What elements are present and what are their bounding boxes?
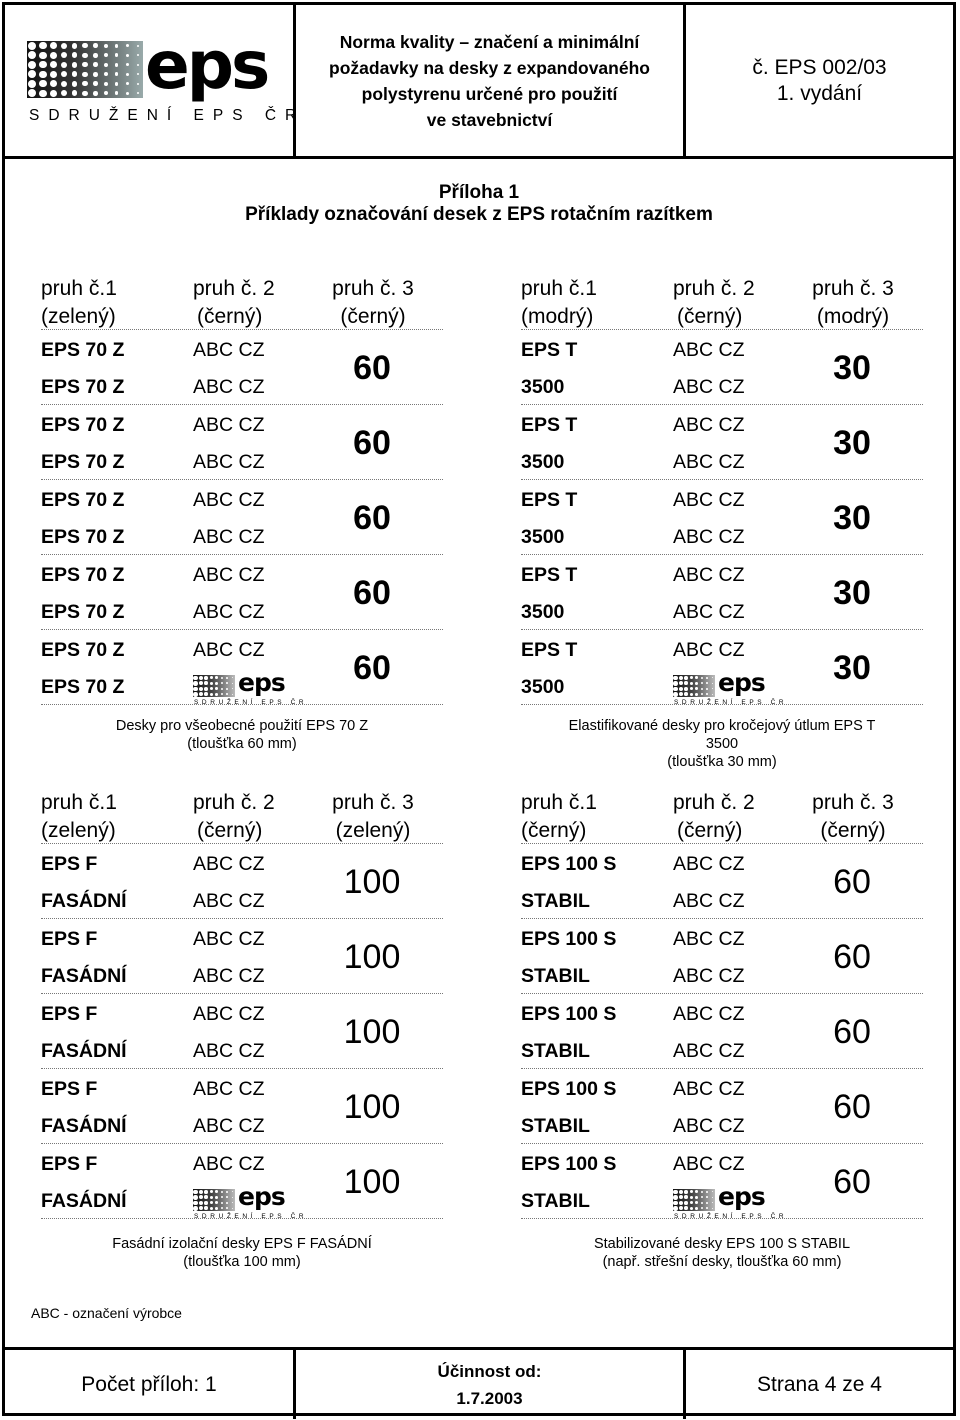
manufacturer-code: ABC CZ [193,1078,265,1100]
stripe1-text: EPS 100 S [521,853,617,875]
manufacturer-code: ABC CZ [193,526,265,548]
stripe1-text: EPS F [41,853,98,875]
manufacturer-code: ABC CZ [193,1040,265,1062]
stripe1-text: 3500 [521,526,565,548]
appendix-title: Příloha 1 [438,182,520,203]
manufacturer-code: ABC CZ [673,853,745,875]
divider [521,1218,923,1219]
divider [521,843,923,844]
caption-line: (tloušťka 100 mm) [183,1254,301,1270]
document-number-cell [686,5,953,156]
logo-subtitle: SDRUŽENÍ EPS ČR [29,107,306,124]
logo-subtitle: SDRUŽENÍ EPS ČR [674,699,788,706]
manufacturer-code: ABC CZ [193,339,265,361]
stripe1-text: EPS 70 Z [41,564,125,586]
divider [521,918,923,919]
title-line: Norma kvality – značení a minimální [339,31,640,52]
caption-line: Elastifikované desky pro kročejový útlum EPS T [568,718,876,734]
stripe-label: pruh č. 3 [812,277,894,300]
logo-dot-grid-icon [673,1189,715,1211]
stripe1-text: FASÁDNÍ [41,965,127,987]
stamp-block [41,789,443,1229]
stamp-block [521,275,923,715]
stripe-color: (černý) [197,819,263,842]
stripe-label: pruh č.1 [41,791,117,814]
document-header [5,5,953,159]
eps-small-logo [193,668,308,708]
divider [41,404,443,405]
stripe-label: pruh č.1 [41,277,117,300]
block-caption [521,717,923,771]
thickness-value: 60 [833,938,871,976]
stripe-label: pruh č. 2 [673,791,755,814]
logo-subtitle: SDRUŽENÍ EPS ČR [674,1213,788,1220]
stripe-label: pruh č.1 [521,277,597,300]
stripe-header [803,789,903,845]
stamp-block [521,789,923,1229]
thickness-value: 30 [833,424,871,462]
stripe1-text: EPS F [41,1078,98,1100]
stripe-color: (zelený) [41,819,116,842]
stripe-color: (černý) [820,819,886,842]
divider [41,918,443,919]
stripe-header [673,789,813,845]
stripe-color: (černý) [197,305,263,328]
manufacturer-code: ABC CZ [193,1115,265,1137]
thickness-value: 60 [353,349,391,387]
eps-small-logo [673,1182,788,1222]
manufacturer-code: ABC CZ [193,414,265,436]
stripe-color: (černý) [677,305,743,328]
stripe1-text: EPS F [41,1153,98,1175]
stripe1-text: EPS 70 Z [41,451,125,473]
effective-label: Účinnost od: [437,1361,542,1381]
stripe-header [193,789,333,845]
manufacturer-code: ABC CZ [193,890,265,912]
logo-word: eps [718,1182,765,1211]
divider [41,479,443,480]
thickness-value: 100 [343,1163,401,1201]
stripe1-text: FASÁDNÍ [41,890,127,912]
document-number: č. EPS 002/03 [752,55,887,79]
header-logo-cell [5,5,306,156]
page-number: Strana 4 ze 4 [757,1372,882,1396]
logo-word: eps [145,27,268,104]
stripe-header [521,275,661,331]
stripe1-text: EPS 70 Z [41,339,125,361]
divider [41,329,443,330]
stripe1-text: EPS 100 S [521,1153,617,1175]
manufacturer-code: ABC CZ [193,639,265,661]
document-footer [5,1347,953,1419]
manufacturer-code: ABC CZ [673,1115,745,1137]
manufacturer-code: ABC CZ [673,526,745,548]
stripe-header [41,789,181,845]
caption-line: 3500 [705,736,739,752]
divider [41,629,443,630]
stripe1-text: FASÁDNÍ [41,1190,127,1212]
eps-small-logo [673,668,788,708]
stripe-label: pruh č.1 [521,791,597,814]
effective-date: 1.7.2003 [456,1388,523,1408]
manufacturer-code: ABC CZ [673,928,745,950]
manufacturer-code: ABC CZ [193,1153,265,1175]
logo-word: eps [238,1182,285,1211]
stripe1-text: EPS T [521,414,578,436]
manufacturer-code: ABC CZ [673,890,745,912]
stripe1-text: EPS 70 Z [41,376,125,398]
caption-line: Stabilizované desky EPS 100 S STABIL [593,1236,851,1252]
divider [41,704,443,705]
logo-dot-grid-icon [673,675,715,697]
eps-association-logo [27,27,306,133]
effective-date-cell [296,1350,686,1419]
caption-line: (např. střešní desky, tloušťka 60 mm) [602,1254,842,1270]
eps-small-logo [193,1182,308,1222]
stripe1-text: STABIL [521,1040,590,1062]
stripe-color: (černý) [677,819,743,842]
thickness-value: 60 [353,424,391,462]
stripe1-text: EPS 70 Z [41,676,125,698]
stripe-label: pruh č. 3 [332,791,414,814]
manufacturer-code: ABC CZ [193,489,265,511]
thickness-value: 100 [343,1013,401,1051]
manufacturer-code: ABC CZ [673,639,745,661]
divider [41,843,443,844]
thickness-value: 60 [353,574,391,612]
manufacturer-code: ABC CZ [673,376,745,398]
divider [521,404,923,405]
stamp-block [41,275,443,715]
stripe-label: pruh č. 2 [193,791,275,814]
thickness-value: 30 [833,349,871,387]
stripe1-text: EPS 70 Z [41,526,125,548]
title-line: polystyrenu určené pro použití [361,83,618,104]
manufacturer-code: ABC CZ [673,414,745,436]
attachments-count: Počet příloh: 1 [5,1350,296,1419]
appendix-subtitle: Příklady označování desek z EPS rotačním razítkem [245,204,713,225]
logo-word: eps [718,668,765,697]
stripe1-text: STABIL [521,1190,590,1212]
manufacturer-code: ABC CZ [673,489,745,511]
manufacturer-code: ABC CZ [673,1003,745,1025]
stripe-label: pruh č. 2 [193,277,275,300]
document-frame [2,2,956,1416]
stripe1-text: 3500 [521,376,565,398]
caption-line: (tloušťka 60 mm) [187,736,297,752]
thickness-value: 60 [833,1163,871,1201]
stripe1-text: STABIL [521,965,590,987]
stripe-color: (modrý) [816,305,890,328]
manufacturer-code: ABC CZ [673,965,745,987]
document-title [296,5,686,156]
stripe1-text: EPS T [521,489,578,511]
thickness-value: 100 [343,863,401,901]
divider [41,993,443,994]
appendix-heading [5,182,953,226]
manufacturer-code: ABC CZ [673,1040,745,1062]
stripe1-text: STABIL [521,1115,590,1137]
divider [521,1143,923,1144]
manufacturer-code: ABC CZ [673,1153,745,1175]
caption-line: Fasádní izolační desky EPS F FASÁDNÍ [112,1236,372,1252]
logo-dot-grid-icon [27,41,143,98]
stripe1-text: EPS T [521,564,578,586]
thickness-value: 30 [833,574,871,612]
stripe1-text: FASÁDNÍ [41,1040,127,1062]
logo-dot-grid-icon [193,1189,235,1211]
divider [41,1143,443,1144]
document-edition: 1. vydání [776,81,863,105]
divider [521,993,923,994]
divider [521,479,923,480]
thickness-value: 60 [833,1013,871,1051]
divider [521,629,923,630]
stripe1-text: EPS F [41,928,98,950]
stripe1-text: EPS 70 Z [41,414,125,436]
stripe1-text: FASÁDNÍ [41,1115,127,1137]
manufacturer-code: ABC CZ [193,451,265,473]
title-line: požadavky na desky z expandovaného [329,57,650,78]
stripe-header [673,275,813,331]
thickness-value: 100 [343,1088,401,1126]
caption-line: (tloušťka 30 mm) [667,754,777,770]
manufacturer-note: ABC - označení výrobce [31,1305,182,1321]
stripe-header [41,275,181,331]
manufacturer-code: ABC CZ [193,601,265,623]
stripe-color: (zelený) [41,305,116,328]
thickness-value: 60 [353,499,391,537]
thickness-value: 30 [833,499,871,537]
stripe-color: (černý) [521,819,587,842]
caption-line: Desky pro všeobecné použití EPS 70 Z [115,718,369,734]
stripe1-text: EPS 70 Z [41,489,125,511]
manufacturer-code: ABC CZ [673,339,745,361]
thickness-value: 100 [343,938,401,976]
stripe-label: pruh č. 3 [812,791,894,814]
stripe1-text: EPS 70 Z [41,639,125,661]
thickness-value: 30 [833,649,871,687]
stripe1-text: STABIL [521,890,590,912]
stripe1-text: 3500 [521,601,565,623]
stripe-header [521,789,661,845]
logo-dot-grid-icon [193,675,235,697]
logo-subtitle: SDRUŽENÍ EPS ČR [194,699,308,706]
stripe1-text: EPS T [521,339,578,361]
stripe-label: pruh č. 2 [673,277,755,300]
stripe-header [193,275,333,331]
stripe-header [323,275,423,331]
stripe1-text: EPS 100 S [521,928,617,950]
manufacturer-code: ABC CZ [673,601,745,623]
stripe1-text: EPS 100 S [521,1003,617,1025]
stripe-color: (zelený) [335,819,411,842]
logo-subtitle: SDRUŽENÍ EPS ČR [194,1213,308,1220]
stripe1-text: 3500 [521,676,565,698]
divider [41,1218,443,1219]
stripe-header [803,275,903,331]
divider [521,1068,923,1069]
manufacturer-code: ABC CZ [193,965,265,987]
stripe1-text: EPS T [521,639,578,661]
manufacturer-code: ABC CZ [193,1003,265,1025]
stripe1-text: 3500 [521,451,565,473]
title-line: ve stavebnictví [426,109,553,130]
thickness-value: 60 [353,649,391,687]
stripe1-text: EPS F [41,1003,98,1025]
logo-word: eps [238,668,285,697]
block-caption [41,717,443,753]
divider [41,554,443,555]
stripe-color: (černý) [340,305,406,328]
thickness-value: 60 [833,1088,871,1126]
divider [521,554,923,555]
manufacturer-code: ABC CZ [673,1078,745,1100]
manufacturer-code: ABC CZ [193,853,265,875]
stripe-color: (modrý) [521,305,594,328]
divider [41,1068,443,1069]
block-caption [41,1235,443,1271]
manufacturer-code: ABC CZ [673,451,745,473]
manufacturer-code: ABC CZ [673,564,745,586]
divider [521,704,923,705]
stripe1-text: EPS 70 Z [41,601,125,623]
block-caption [521,1235,923,1271]
manufacturer-code: ABC CZ [193,928,265,950]
thickness-value: 60 [833,863,871,901]
manufacturer-code: ABC CZ [193,376,265,398]
stripe-header [323,789,423,845]
divider [521,329,923,330]
stripe-label: pruh č. 3 [332,277,414,300]
manufacturer-code: ABC CZ [193,564,265,586]
stripe1-text: EPS 100 S [521,1078,617,1100]
